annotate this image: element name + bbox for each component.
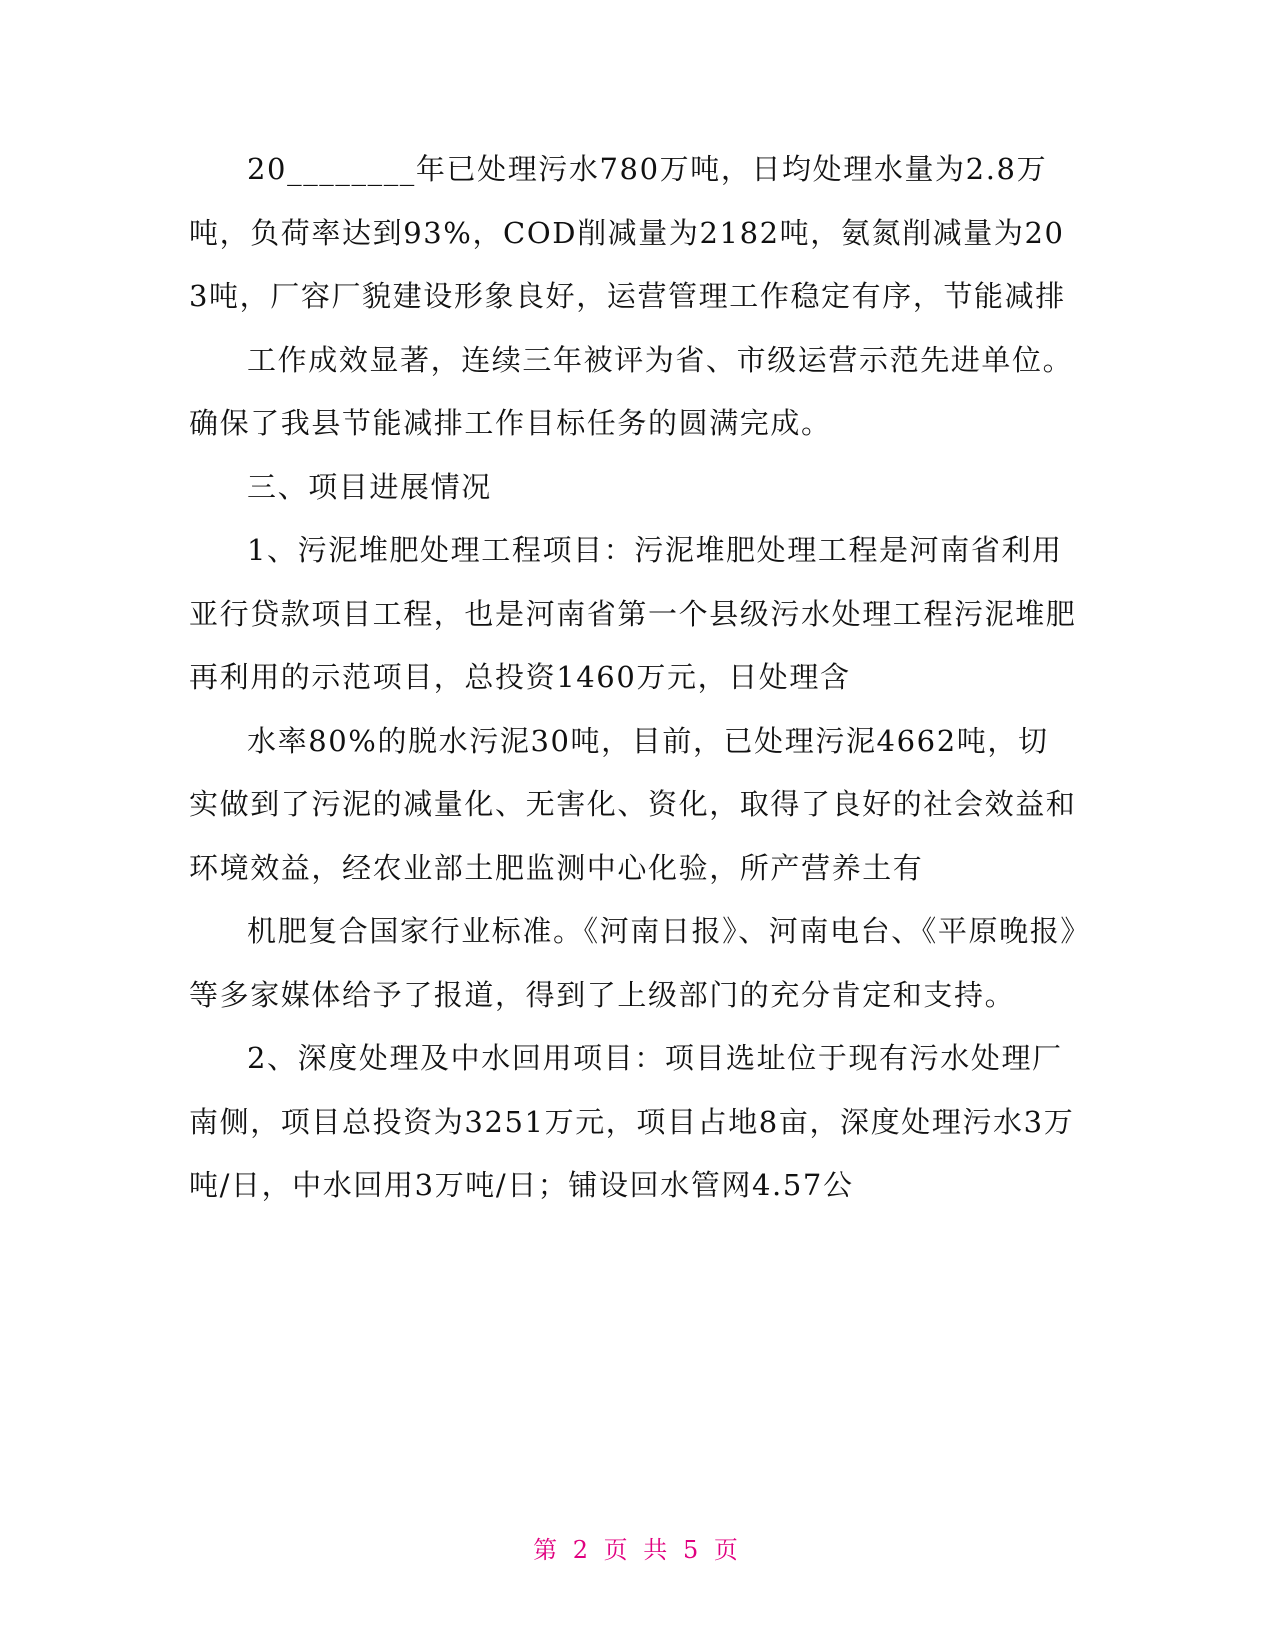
- section-heading: 三、项目进展情况: [247, 469, 492, 504]
- document-body: [189, 138, 1079, 1218]
- paragraph-6: 2、深度处理及中水回用项目：项目选址位于现有污水处理厂南侧，项目总投资为3251万元，项目占地8亩，深度处理污水3万吨/日，中水回用3万吨/日；铺设回水管网4.57公: [189, 1041, 1075, 1202]
- paragraph-5: 机肥复合国家行业标准。《河南日报》、河南电台、《平原晚报》等多家媒体给予了报道，得到了上级部门的充分肯定和支持。: [189, 914, 1077, 1012]
- paragraph-2: 工作成效显著，连续三年被评为省、市级运营示范先进单位。确保了我县节能减排工作目标任务的圆满完成。: [189, 342, 1074, 440]
- paragraph-3: 1、污泥堆肥处理工程项目：污泥堆肥处理工程是河南省利用亚行贷款项目工程，也是河南省第一个县级污水处理工程污泥堆肥再利用的示范项目，总投资1460万元，日处理含: [189, 533, 1077, 694]
- paragraph-4: 水率80%的脱水污泥30吨，目前，已处理污泥4662吨，切实做到了污泥的减量化、无害化、资化，取得了良好的社会效益和环境效益，经农业部土肥监测中心化验，所产营养土有: [189, 723, 1077, 885]
- page-number-footer: 第 2 页 共 5 页: [533, 1536, 742, 1564]
- paragraph-1: 20________年已处理污水780万吨，日均处理水量为2.8万吨，负荷率达到93%，COD削减量为2182吨，氨氮削减量为203吨，厂容厂貌建设形象良好，运营管理工作稳定有序，节能减排: [189, 152, 1066, 313]
